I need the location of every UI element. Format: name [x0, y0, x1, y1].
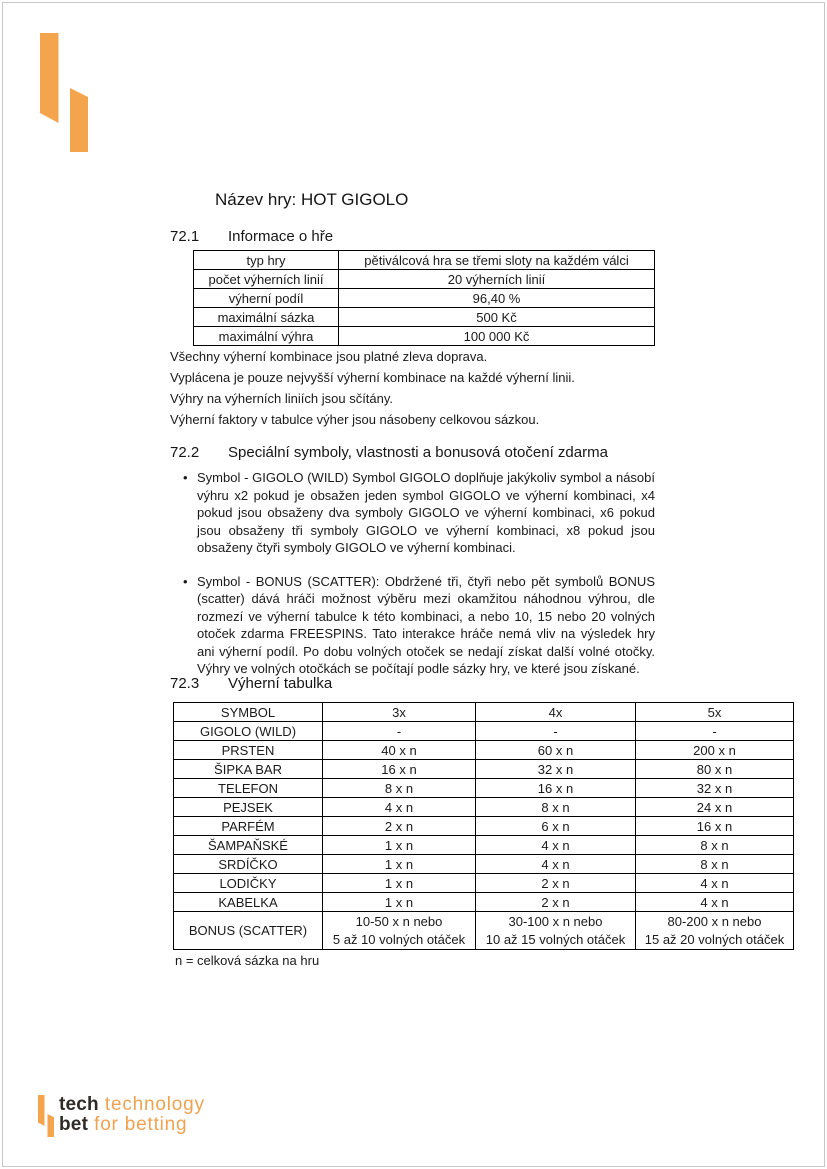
section-label: Informace o hře [228, 228, 334, 245]
paytable-cell: 8 x n [636, 836, 794, 855]
symbol-name: PEJSEK [174, 798, 323, 817]
paytable-cell: 1 x n [323, 855, 476, 874]
rule-line: Výhry na výherních liniích jsou sčítány. [170, 391, 394, 406]
table-row [174, 779, 794, 798]
table-row [174, 855, 794, 874]
section-heading-paytable [170, 675, 332, 692]
symbol-name: ŠIPKA BAR [174, 760, 323, 779]
brand-for-betting-label: for betting [94, 1114, 188, 1135]
section-label: Speciální symboly, vlastnosti a bonusová otočení zdarma [228, 444, 608, 461]
section-number: 72.1 [170, 228, 200, 245]
rule-line: Výherní faktory v tabulce výher jsou násobeny celkovou sázkou. [170, 412, 540, 427]
brand-tech-label: tech [59, 1094, 99, 1115]
symbol-name: BONUS (SCATTER) [174, 912, 323, 950]
section-label: Výherní tabulka [228, 675, 333, 692]
paytable-cell: 8 x n [636, 855, 794, 874]
paytable-note: n = celková sázka na hru [175, 953, 320, 968]
paytable-cell: 8 x n [476, 798, 636, 817]
bonus-line: 10-50 x n nebo [355, 913, 443, 929]
paytable-cell: 32 x n [476, 760, 636, 779]
symbol-name: ŠAMPAŇSKÉ [174, 836, 323, 855]
paytable-cell: 16 x n [476, 779, 636, 798]
section-number: 72.3 [170, 675, 200, 692]
paytable-cell: 2 x n [476, 893, 636, 912]
paytable-cell: 1 x n [323, 836, 476, 855]
section-heading-info [170, 228, 333, 245]
paytable-cell: 60 x n [476, 741, 636, 760]
paytable-cell [323, 912, 476, 950]
paytable-cell: 32 x n [636, 779, 794, 798]
paytable-header: SYMBOL [174, 703, 323, 722]
section-heading-symbols [170, 444, 608, 461]
paytable-cell: - [636, 722, 794, 741]
table-row [174, 893, 794, 912]
info-label: maximální sázka [194, 308, 339, 327]
paytable-cell: 4 x n [323, 798, 476, 817]
paytable-cell: 4 x n [476, 855, 636, 874]
info-label: typ hry [194, 251, 339, 270]
symbol-name: PARFÉM [174, 817, 323, 836]
paytable-cell: 8 x n [323, 779, 476, 798]
info-value: 20 výherních linií [339, 270, 655, 289]
paytable-header: 3x [323, 703, 476, 722]
paytable-cell: 1 x n [323, 874, 476, 893]
info-value: pětiválcová hra se třemi sloty na každém válci [339, 251, 655, 270]
paytable-cell [636, 912, 794, 950]
game-info-table [193, 250, 655, 346]
paytable-cell: 2 x n [323, 817, 476, 836]
symbol-name: PRSTEN [174, 741, 323, 760]
table-row [194, 289, 655, 308]
techbet-footer-logo-icon [38, 1095, 54, 1137]
table-row [174, 760, 794, 779]
bonus-line: 10 až 15 volných otáček [485, 931, 626, 947]
table-row [174, 817, 794, 836]
paytable-cell: 4 x n [476, 836, 636, 855]
rule-line: Vyplácena je pouze nejvyšší výherní kombinace na každé výherní linii. [170, 370, 575, 385]
bullet-icon: • [183, 573, 188, 589]
list-item [183, 573, 655, 678]
bullet-text: Symbol - GIGOLO (WILD) Symbol GIGOLO doplňuje jakýkoliv symbol a násobí výhru x2 pokud je obsažen jeden symbol GIGOLO ve výherní kombinaci, x4 pokud jsou obsaženy dva symboly GIGOLO ve výherní kombinaci, x6 pokud jsou obsaženy tři symboly GIGOLO ve výherní kombinaci, x8 pokud jsou obsaženy čtyři symboly GIGOLO ve výherní kombinaci. [197, 470, 655, 555]
brand-bet-label: bet [59, 1114, 89, 1135]
paytable-cell: 40 x n [323, 741, 476, 760]
symbol-name: TELEFON [174, 779, 323, 798]
table-row [174, 836, 794, 855]
table-row-bonus [174, 912, 794, 950]
paytable-cell: 6 x n [476, 817, 636, 836]
table-row [174, 741, 794, 760]
info-value: 96,40 % [339, 289, 655, 308]
paytable-header: 5x [636, 703, 794, 722]
rules-paragraph [170, 346, 575, 430]
paytable-cell: - [323, 722, 476, 741]
bullet-icon: • [183, 470, 188, 485]
paytable-cell: - [476, 722, 636, 741]
paytable-cell: 4 x n [636, 893, 794, 912]
paytable-cell: 1 x n [323, 893, 476, 912]
list-item [183, 469, 655, 557]
rule-line: Všechny výherní kombinace jsou platné zleva doprava. [170, 349, 488, 364]
table-row [194, 251, 655, 270]
paytable-cell: 2 x n [476, 874, 636, 893]
footer-brand-text [59, 1095, 205, 1135]
paytable-cell: 16 x n [636, 817, 794, 836]
table-row [194, 327, 655, 346]
table-row [194, 308, 655, 327]
brand-technology-label: technology [104, 1094, 205, 1115]
bonus-line: 15 až 20 volných otáček [644, 931, 785, 947]
paytable-cell: 4 x n [636, 874, 794, 893]
info-label: maximální výhra [194, 327, 339, 346]
table-header-row [174, 703, 794, 722]
bonus-line: 5 až 10 volných otáček [332, 931, 466, 947]
table-row [174, 798, 794, 817]
brand-line-bottom [59, 1115, 205, 1135]
brand-line-top [59, 1095, 205, 1115]
paytable [173, 702, 794, 950]
symbol-name: LODIČKY [174, 874, 323, 893]
techbet-logo-icon [40, 33, 88, 152]
page-title: Název hry: HOT GIGOLO [215, 190, 409, 209]
table-row [174, 874, 794, 893]
paytable-cell: 80 x n [636, 760, 794, 779]
table-row [174, 722, 794, 741]
info-value: 500 Kč [339, 308, 655, 327]
paytable-header: 4x [476, 703, 636, 722]
paytable-cell [476, 912, 636, 950]
symbol-name: KABELKA [174, 893, 323, 912]
section-number: 72.2 [170, 444, 200, 461]
footer-brand [38, 1095, 205, 1137]
symbol-name: SRDÍČKO [174, 855, 323, 874]
symbols-bullet-list [183, 469, 655, 694]
info-value: 100 000 Kč [339, 327, 655, 346]
bonus-line: 30-100 x n nebo [508, 913, 603, 929]
info-label: počet výherních linií [194, 270, 339, 289]
paytable-cell: 200 x n [636, 741, 794, 760]
symbol-name: GIGOLO (WILD) [174, 722, 323, 741]
bonus-line: 80-200 x n nebo [667, 913, 762, 929]
table-row [194, 270, 655, 289]
info-label: výherní podíl [194, 289, 339, 308]
paytable-cell: 16 x n [323, 760, 476, 779]
paytable-cell: 24 x n [636, 798, 794, 817]
bullet-text: Symbol - BONUS (SCATTER): Obdržené tři, čtyři nebo pět symbolů BONUS (scatter) dává hráči možnost výběru mezi okamžitou náhodnou výhrou, dle rozmezí ve výherní tabulce k této kombinaci, a nebo 10, 15 nebo 20 volných otoček zdarma FREESPINS. Tato interakce hráče nemá vliv na výsledek hry ani výherní podíl. Po dobu volných otoček se nedají získat další volné otočky. Výhry ve volných otočkách se počítají podle sázky hry, ve které jsou získané. [197, 573, 655, 676]
